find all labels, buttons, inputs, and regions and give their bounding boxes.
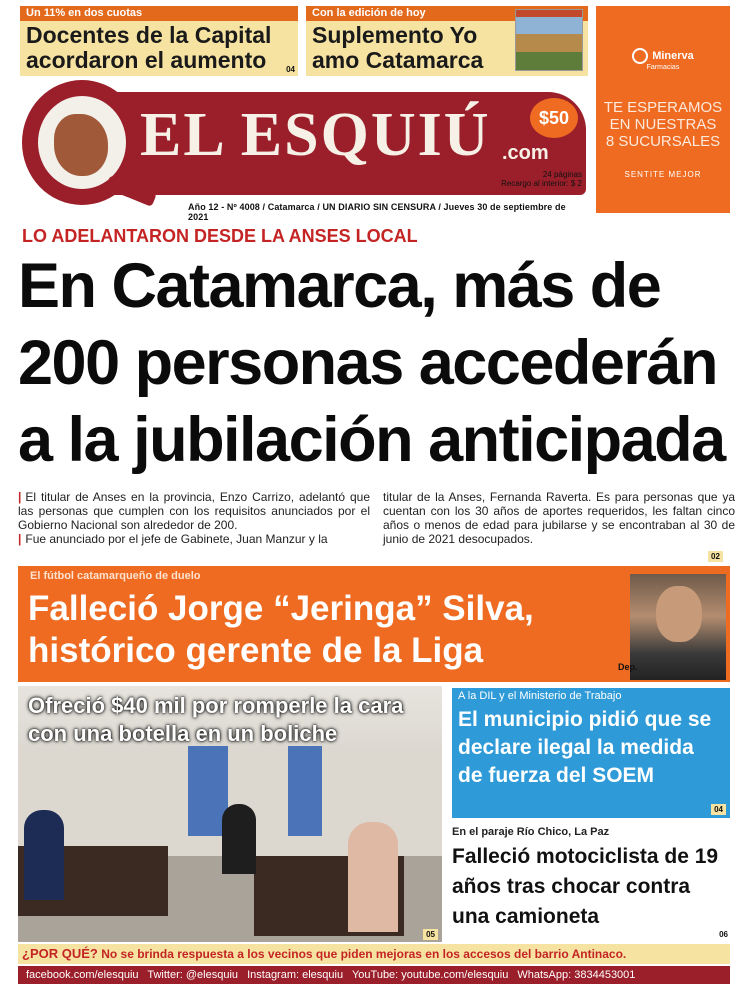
lead-kicker: LO ADELANTARON DESDE LA ANSES LOCAL — [22, 226, 418, 246]
price-badge: $50 — [530, 98, 578, 138]
courtroom-photo-story[interactable] — [18, 686, 442, 942]
newspaper-name: EL ESQUIÚ — [140, 101, 491, 169]
accident-kicker: En el paraje Río Chico, La Paz — [452, 826, 610, 838]
lead-paragraph-text: El titular de Anses en la provincia, Enzo Carrizo, adelantó que las personas que cumplen con los requisitos anunciados por el Gobierno Nacional son alrededor de 200. — [18, 490, 370, 532]
surcharge-note: Recargo al interior: $ 2 — [501, 179, 582, 188]
municipal-story[interactable] — [452, 688, 730, 818]
instagram-link[interactable]: Instagram: elesquiu — [247, 969, 344, 981]
lead-paragraph-text: Fue anunciado por el jefe de Gabinete, Juan Manzur y la — [25, 532, 328, 546]
por-que-strip — [18, 944, 730, 964]
accident-headline: Falleció motociclista de 19 años tras chocar contra una camioneta — [452, 845, 719, 928]
teaser-title: Suplemento Yo amo Catamarca — [312, 22, 484, 73]
teaser-kicker: Un 11% en dos cuotas — [20, 6, 298, 21]
teaser-kicker: Con la edición de hoy — [306, 6, 588, 21]
ad-line-3: 8 SUCURSALES — [605, 133, 721, 150]
person-figure — [24, 810, 64, 900]
jorge-silva-portrait — [630, 574, 726, 680]
edition-line: Año 12 - Nº 4008 / Catamarca / UN DIARIO SIN CENSURA / Jueves 30 de septiembre de 2021 — [188, 202, 566, 222]
ad-tagline: SENTITE MEJOR — [624, 170, 702, 179]
page-number: 05 — [423, 929, 438, 940]
municipal-headline: El municipio pidió que se declare ilegal la medida de fuerza del SOEM — [458, 708, 712, 787]
por-que-text: No se brinda respuesta a los vecinos que piden mejoras en los accesos del barrio Antinaco. — [101, 947, 627, 961]
supplement-cover-thumbnail — [515, 9, 583, 71]
ad-brand-name: Minerva — [652, 49, 694, 62]
page-number: 04 — [286, 65, 295, 74]
person-figure — [348, 822, 398, 932]
sports-story[interactable] — [18, 566, 730, 682]
page-number: 06 — [719, 930, 728, 939]
sports-kicker: El fútbol catamarqueño de duelo — [30, 570, 201, 582]
municipal-kicker: A la DIL y el Ministerio de Trabajo — [458, 690, 622, 702]
youtube-link[interactable]: YouTube: youtube.com/elesquiu — [351, 969, 509, 981]
lead-paragraph-text: titular de la Anses, Fernanda Raverta. Es para personas que ya cuentan con los 30 años de aportes requeridos, les faltan cinco años o menos de edad para jubilarse y se encontraban al 30 de junio de 2021 desocupados. — [383, 490, 735, 546]
teaser-title: Docentes de la Capital acordaron el aumento — [26, 22, 272, 73]
masthead — [22, 80, 588, 222]
lead-paragraph — [18, 490, 370, 532]
lead-body-right — [383, 490, 735, 546]
ad-line-1: TE ESPERAMOS — [603, 99, 723, 116]
ad-brand — [596, 48, 730, 64]
sports-headline: Falleció Jorge “Jeringa” Silva, histórico gerente de la Liga — [28, 589, 534, 670]
person-figure — [222, 804, 256, 874]
ad-brand-sub: Farmacias — [646, 64, 680, 71]
masthead-info — [501, 170, 582, 188]
portrait-face — [656, 586, 702, 642]
lead-paragraph — [18, 532, 370, 546]
flag-right — [288, 746, 322, 836]
twitter-link[interactable]: Twitter: @elesquiu — [147, 969, 239, 981]
social-footer — [18, 966, 730, 984]
minerva-logo-icon — [632, 48, 648, 64]
bullet-icon: | — [18, 490, 22, 504]
por-que-label: ¿POR QUÉ? — [22, 946, 98, 961]
lead-headline[interactable]: En Catamarca, más de 200 personas accederán a la jubilación anticipada — [18, 251, 725, 475]
facebook-link[interactable]: facebook.com/elesquiu — [26, 969, 139, 981]
page-count: 24 páginas — [542, 170, 582, 179]
page-number: 04 — [711, 804, 726, 815]
ad-line-2: EN NUESTRAS — [609, 116, 717, 133]
whatsapp-link[interactable]: WhatsApp: 3834453001 — [517, 969, 636, 981]
teaser-suplemento[interactable] — [306, 6, 588, 76]
page-number: 02 — [708, 551, 723, 562]
lead-body-left — [18, 490, 370, 546]
pharmacy-advertisement[interactable] — [596, 6, 730, 213]
newspaper-domain: .com — [502, 142, 549, 164]
photo-caption-headline: Ofreció $40 mil por romperle la cara con una botella en un boliche — [28, 693, 404, 746]
section-label: Dep. — [618, 662, 638, 672]
accident-story[interactable] — [452, 826, 732, 939]
catamarca-map-icon — [54, 114, 108, 176]
bullet-icon: | — [18, 532, 22, 546]
teaser-docentes[interactable] — [20, 6, 298, 76]
